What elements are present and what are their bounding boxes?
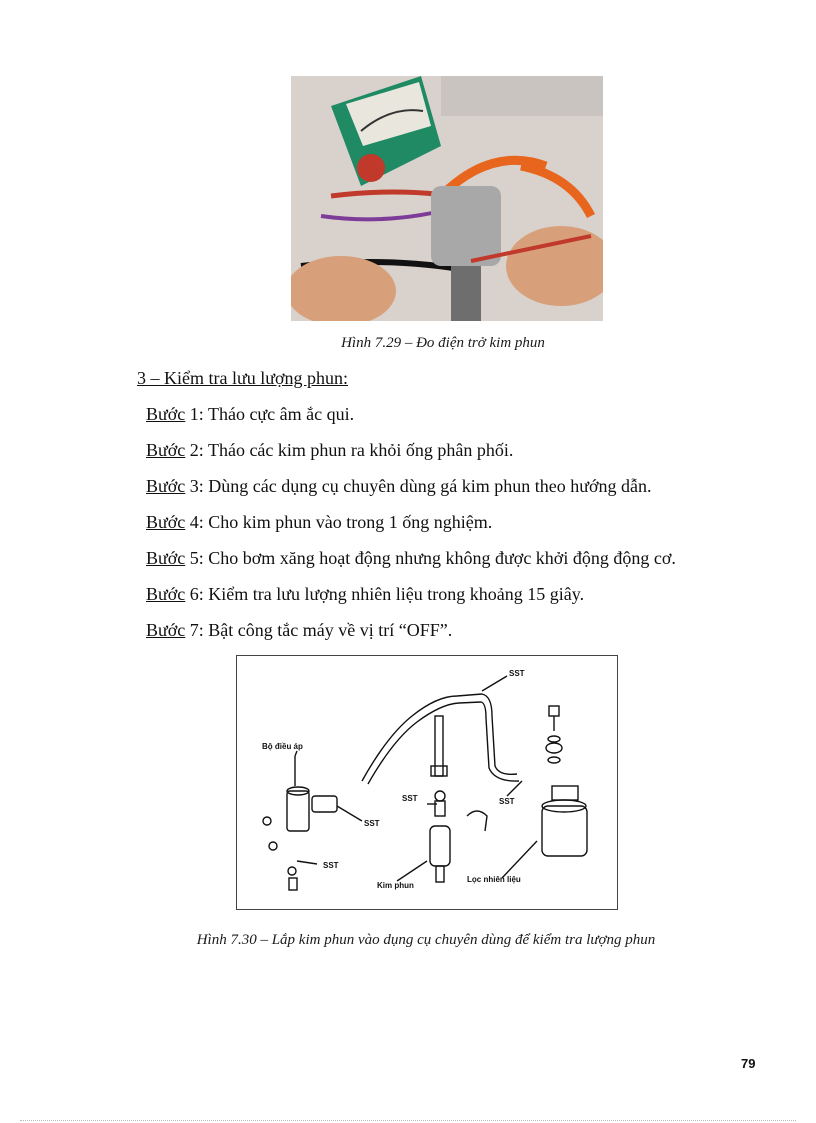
diagram-label-filter: Lọc nhiên liệu bbox=[467, 875, 521, 884]
step-label: Bước bbox=[146, 476, 186, 496]
step-text: : Cho bơm xăng hoạt động nhưng không được khởi động động cơ. bbox=[198, 548, 676, 568]
bottom-divider bbox=[20, 1120, 796, 1121]
injector-resistance-photo bbox=[291, 76, 603, 321]
list-item bbox=[146, 510, 676, 546]
step-text: : Kiểm tra lưu lượng nhiên liệu trong khoảng 15 giây. bbox=[198, 584, 585, 604]
step-number: 7 bbox=[185, 620, 199, 640]
diagram-label-regulator: Bộ điều áp bbox=[262, 742, 303, 751]
injector-test-diagram bbox=[236, 655, 618, 910]
step-number: 4 bbox=[185, 512, 199, 532]
step-number: 5 bbox=[185, 548, 199, 568]
step-label: Bước bbox=[146, 440, 186, 460]
page-number: 79 bbox=[741, 1056, 756, 1071]
step-label: Bước bbox=[146, 404, 186, 424]
section-heading: 3 – Kiểm tra lưu lượng phun: bbox=[137, 368, 349, 388]
steps-list bbox=[146, 402, 676, 654]
step-text: : Cho kim phun vào trong 1 ống nghiệm. bbox=[198, 512, 493, 532]
diagram-label-sst-right: SST bbox=[499, 797, 515, 806]
diagram-label-sst-mid: SST bbox=[364, 819, 380, 828]
photo-illustration bbox=[291, 76, 603, 321]
step-text: : Tháo các kim phun ra khỏi ống phân phối. bbox=[198, 440, 514, 460]
list-item bbox=[146, 582, 676, 618]
diagram-label-sst-top: SST bbox=[509, 669, 525, 678]
step-number: 1 bbox=[185, 404, 199, 424]
diagram-drawing bbox=[237, 656, 617, 909]
step-label: Bước bbox=[146, 584, 186, 604]
figure-7-29-caption: Hình 7.29 – Đo điện trở kim phun bbox=[341, 335, 545, 351]
diagram-label-injector: Kim phun bbox=[377, 881, 414, 890]
step-label: Bước bbox=[146, 620, 186, 640]
step-text: : Bật công tắc máy về vị trí “OFF”. bbox=[198, 620, 453, 640]
figure-7-30-caption: Hình 7.30 – Lắp kim phun vào dụng cụ chuyên dùng để kiểm tra lượng phun bbox=[196, 932, 656, 948]
step-text: : Tháo cực âm ắc qui. bbox=[198, 404, 355, 424]
list-item bbox=[146, 438, 676, 474]
step-number: 6 bbox=[185, 584, 199, 604]
step-label: Bước bbox=[146, 512, 186, 532]
step-label: Bước bbox=[146, 548, 186, 568]
list-item bbox=[146, 402, 676, 438]
diagram-label-sst-bottom: SST bbox=[323, 861, 339, 870]
step-number: 2 bbox=[185, 440, 199, 460]
list-item bbox=[146, 618, 676, 654]
diagram-label-sst-left: SST bbox=[402, 794, 418, 803]
list-item bbox=[146, 474, 676, 510]
step-number: 3 bbox=[185, 476, 199, 496]
list-item bbox=[146, 546, 676, 582]
step-text: : Dùng các dụng cụ chuyên dùng gá kim phun theo hướng dẫn. bbox=[198, 476, 652, 496]
